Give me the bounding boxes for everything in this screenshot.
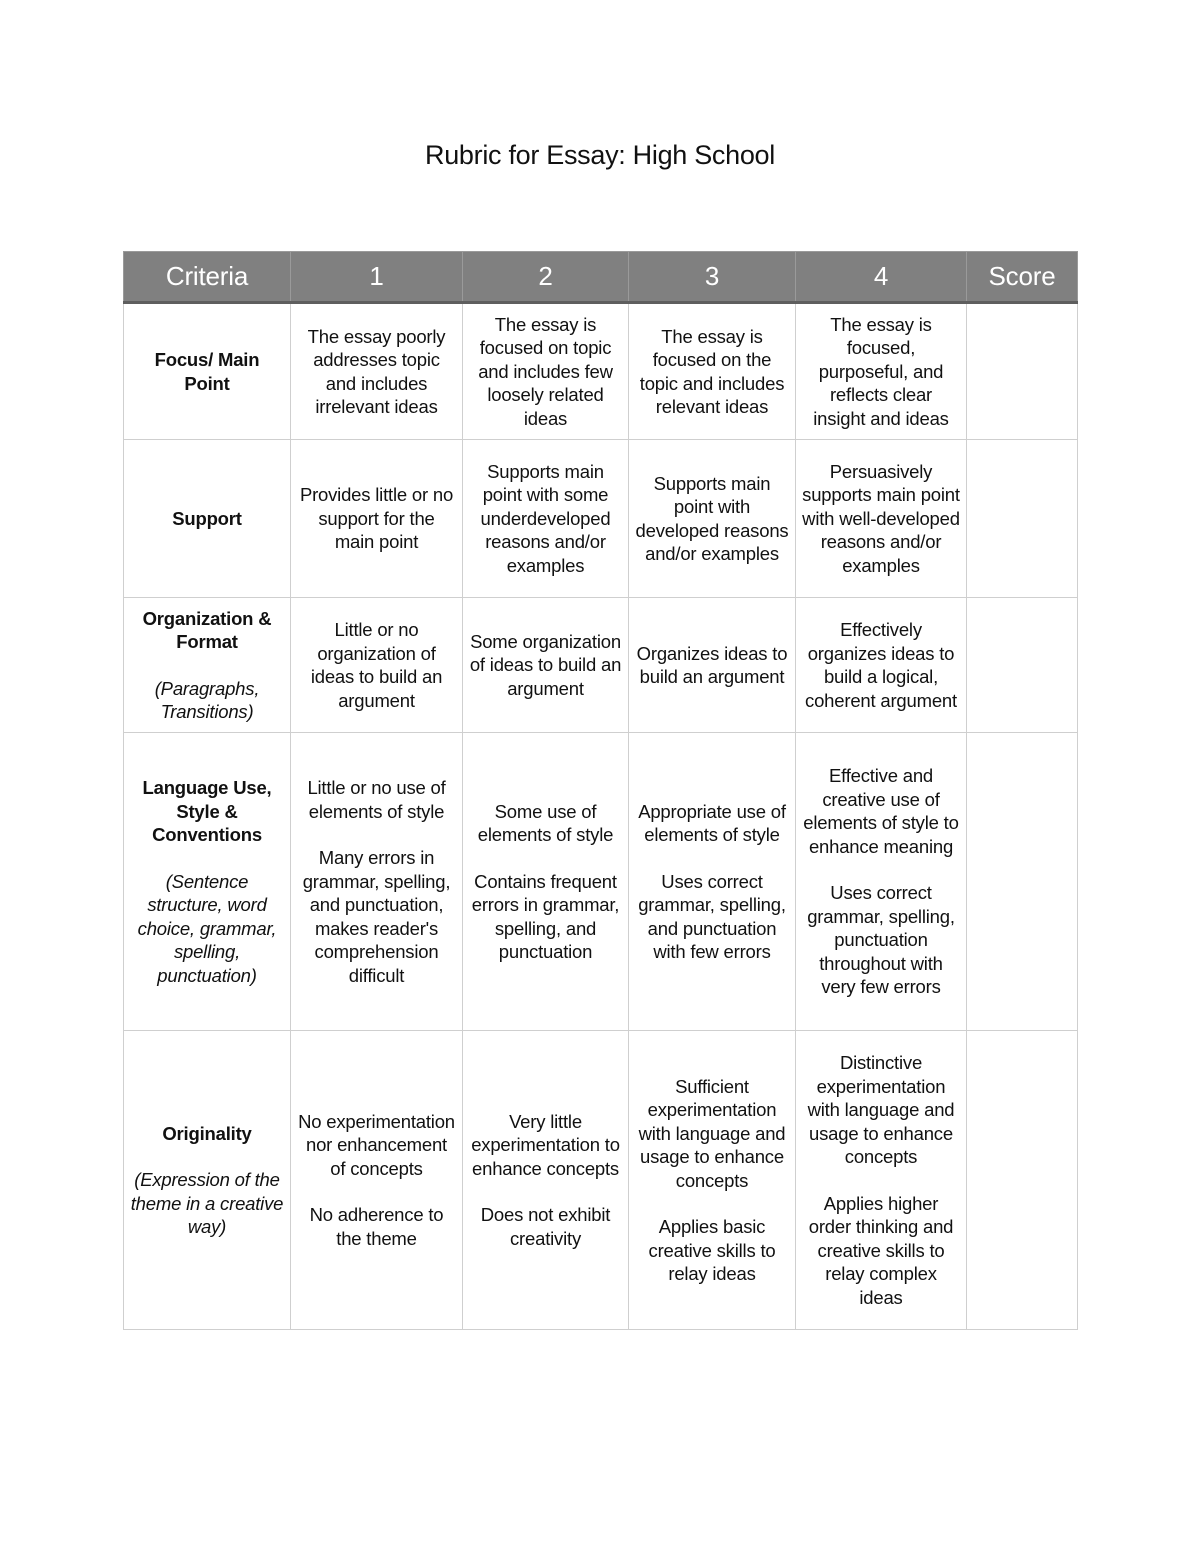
level-text: Effectively organizes ideas to build a logical, coherent argument <box>805 619 957 711</box>
criteria-note: (Paragraphs, Transitions) <box>154 677 260 722</box>
score-cell[interactable] <box>967 303 1078 440</box>
level-1-cell <box>291 1031 463 1330</box>
level-text: Very little experimentation to enhance concepts <box>471 1110 620 1179</box>
criteria-cell <box>124 440 291 598</box>
level-text: Appropriate use of elements of style <box>638 800 786 845</box>
level-3-cell <box>629 598 796 733</box>
level-text: Does not exhibit creativity <box>480 1204 611 1249</box>
document-title: Rubric for Essay: High School <box>425 140 775 170</box>
criteria-cell <box>124 733 291 1031</box>
level-4-cell <box>796 598 967 733</box>
level-4-cell <box>796 440 967 598</box>
criteria-title: Support <box>172 507 242 529</box>
level-text: No experimentation nor enhancement of concepts <box>298 1110 455 1179</box>
level-text: Supports main point with developed reasons and/or examples <box>635 472 789 564</box>
level-4-cell <box>796 733 967 1031</box>
criteria-cell <box>124 303 291 440</box>
table-row <box>124 440 1078 598</box>
level-text: Contains frequent errors in grammar, spelling, and punctuation <box>471 870 620 962</box>
level-text: No adherence to the theme <box>309 1204 444 1249</box>
level-2-cell <box>463 440 629 598</box>
level-text: Provides little or no support for the main point <box>299 484 454 553</box>
criteria-cell <box>124 598 291 733</box>
level-text: The essay is focused on the topic and includes relevant ideas <box>639 325 785 417</box>
level-text: The essay is focused on topic and includes few loosely related ideas <box>478 313 613 429</box>
level-text: Little or no use of elements of style <box>307 777 446 822</box>
table-row <box>124 733 1078 1031</box>
rubric-table <box>123 251 1078 1330</box>
level-1-cell <box>291 598 463 733</box>
level-2-cell <box>463 733 629 1031</box>
level-3-cell <box>629 1031 796 1330</box>
level-3-cell <box>629 440 796 598</box>
level-text: Some use of elements of style <box>477 800 614 845</box>
level-2-cell <box>463 1031 629 1330</box>
header-score: Score <box>967 252 1078 303</box>
header-row <box>124 252 1078 303</box>
level-2-cell <box>463 598 629 733</box>
level-4-cell <box>796 303 967 440</box>
level-text: Persuasively supports main point with well-developed reasons and/or examples <box>802 460 960 576</box>
level-1-cell <box>291 733 463 1031</box>
level-1-cell <box>291 303 463 440</box>
level-text: Uses correct grammar, spelling, punctuation throughout with very few errors <box>807 882 955 998</box>
level-text: Distinctive experimentation with language and usage to enhance concepts <box>807 1052 955 1167</box>
header-level-2: 2 <box>463 252 629 303</box>
level-text: The essay poorly addresses topic and includes irrelevant ideas <box>307 325 446 417</box>
header-level-1: 1 <box>291 252 463 303</box>
criteria-title: Language Use, Style & Conventions <box>142 777 272 845</box>
score-cell[interactable] <box>967 440 1078 598</box>
criteria-cell <box>124 1031 291 1330</box>
header-criteria: Criteria <box>124 252 291 303</box>
table-row <box>124 1031 1078 1330</box>
header-level-3: 3 <box>629 252 796 303</box>
criteria-note: (Sentence structure, word choice, grammar, spelling, punctuation) <box>137 870 277 986</box>
criteria-title: Focus/ Main Point <box>154 349 260 394</box>
table-row <box>124 303 1078 440</box>
level-2-cell <box>463 303 629 440</box>
table-row <box>124 598 1078 733</box>
level-4-cell <box>796 1031 967 1330</box>
header-level-4: 4 <box>796 252 967 303</box>
level-text: The essay is focused, purposeful, and reflects clear insight and ideas <box>813 313 949 429</box>
level-text: Many errors in grammar, spelling, and punctuation, makes reader's comprehension difficult <box>302 847 451 986</box>
level-text: Sufficient experimentation with language and usage to enhance concepts <box>638 1075 786 1191</box>
level-text: Applies basic creative skills to relay ideas <box>648 1216 776 1284</box>
level-1-cell <box>291 440 463 598</box>
criteria-note: (Expression of the theme in a creative way) <box>130 1169 284 1237</box>
level-text: Little or no organization of ideas to build an argument <box>310 619 443 711</box>
score-cell[interactable] <box>967 733 1078 1031</box>
level-3-cell <box>629 733 796 1031</box>
criteria-title: Organization & Format <box>142 607 272 652</box>
score-cell[interactable] <box>967 1031 1078 1330</box>
score-cell[interactable] <box>967 598 1078 733</box>
level-3-cell <box>629 303 796 440</box>
level-text: Uses correct grammar, spelling, and punctuation with few errors <box>638 870 786 962</box>
criteria-title: Originality <box>162 1122 252 1144</box>
level-text: Some organization of ideas to build an argument <box>469 630 622 699</box>
level-text: Organizes ideas to build an argument <box>636 642 788 687</box>
level-text: Effective and creative use of elements of style to enhance meaning <box>803 765 959 857</box>
level-text: Supports main point with some underdeveloped reasons and/or examples <box>480 460 611 576</box>
level-text: Applies higher order thinking and creative skills to relay complex ideas <box>808 1192 954 1308</box>
